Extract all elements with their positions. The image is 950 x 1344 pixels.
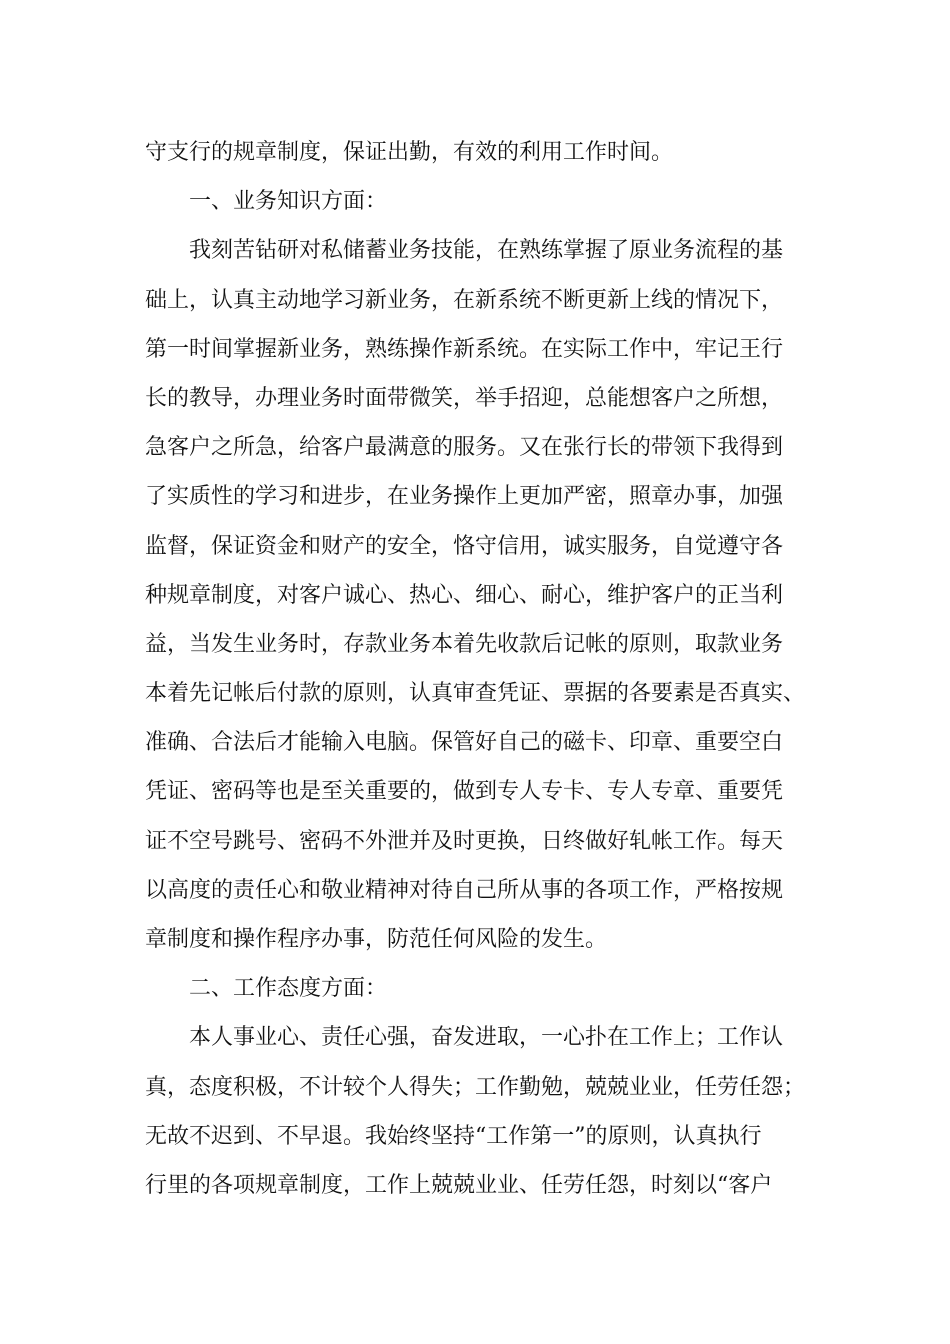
text-line-13: 准确、合法后才能输入电脑。保管好自己的磁卡、印章、重要空白 [145, 730, 784, 756]
section-heading-work-attitude: 二、工作态度方面： [189, 976, 388, 1002]
text-line-4: 础上，认真主动地学习新业务，在新系统不断更新上线的情况下， [145, 287, 784, 313]
text-line-19: 本人事业心、责任心强，奋发进取，一心扑在工作上；工作认 [189, 1025, 784, 1051]
text-line-9: 监督，保证资金和财产的安全，恪守信用，诚实服务，自觉遵守各 [145, 533, 784, 559]
text-line-21: 无故不迟到、不早退。我始终坚持“工作第一”的原则，认真执行 [145, 1123, 762, 1149]
text-line-20: 真，态度积极，不计较个人得失；工作勤勉，兢兢业业，任劳任怨； [145, 1074, 806, 1100]
text-line-3: 我刻苦钻研对私储蓄业务技能，在熟练掌握了原业务流程的基 [189, 238, 784, 264]
text-line-5: 第一时间掌握新业务，熟练操作新系统。在实际工作中，牢记王行 [145, 336, 784, 362]
text-line-17: 章制度和操作程序办事，防范任何风险的发生。 [145, 927, 608, 952]
text-line-8: 了实质性的学习和进步，在业务操作上更加严密，照章办事，加强 [145, 484, 784, 510]
text-line-7: 急客户之所急，给客户最满意的服务。又在张行长的带领下我得到 [145, 435, 784, 461]
section-heading-business-knowledge: 一、业务知识方面： [189, 189, 388, 215]
text-line-10: 种规章制度，对客户诚心、热心、细心、耐心，维护客户的正当利 [145, 582, 784, 608]
text-line-14: 凭证、密码等也是至关重要的，做到专人专卡、专人专章、重要凭 [145, 779, 784, 805]
text-line-16: 以高度的责任心和敬业精神对待自己所从事的各项工作，严格按规 [145, 877, 784, 903]
text-line-6: 长的教导，办理业务时面带微笑，举手招迎，总能想客户之所想， [145, 385, 784, 411]
text-line-15: 证不空号跳号、密码不外泄并及时更换，日终做好轧帐工作。每天 [145, 828, 784, 854]
text-line-22: 行里的各项规章制度，工作上兢兢业业、任劳任怨，时刻以“客户 [145, 1172, 773, 1198]
document-body [145, 128, 835, 1210]
text-line-11: 益，当发生业务时，存款业务本着先收款后记帐的原则，取款业务 [145, 631, 784, 657]
text-line-12: 本着先记帐后付款的原则，认真审查凭证、票据的各要素是否真实、 [145, 681, 806, 707]
text-line-1: 守支行的规章制度，保证出勤，有效的利用工作时间。 [145, 140, 674, 165]
